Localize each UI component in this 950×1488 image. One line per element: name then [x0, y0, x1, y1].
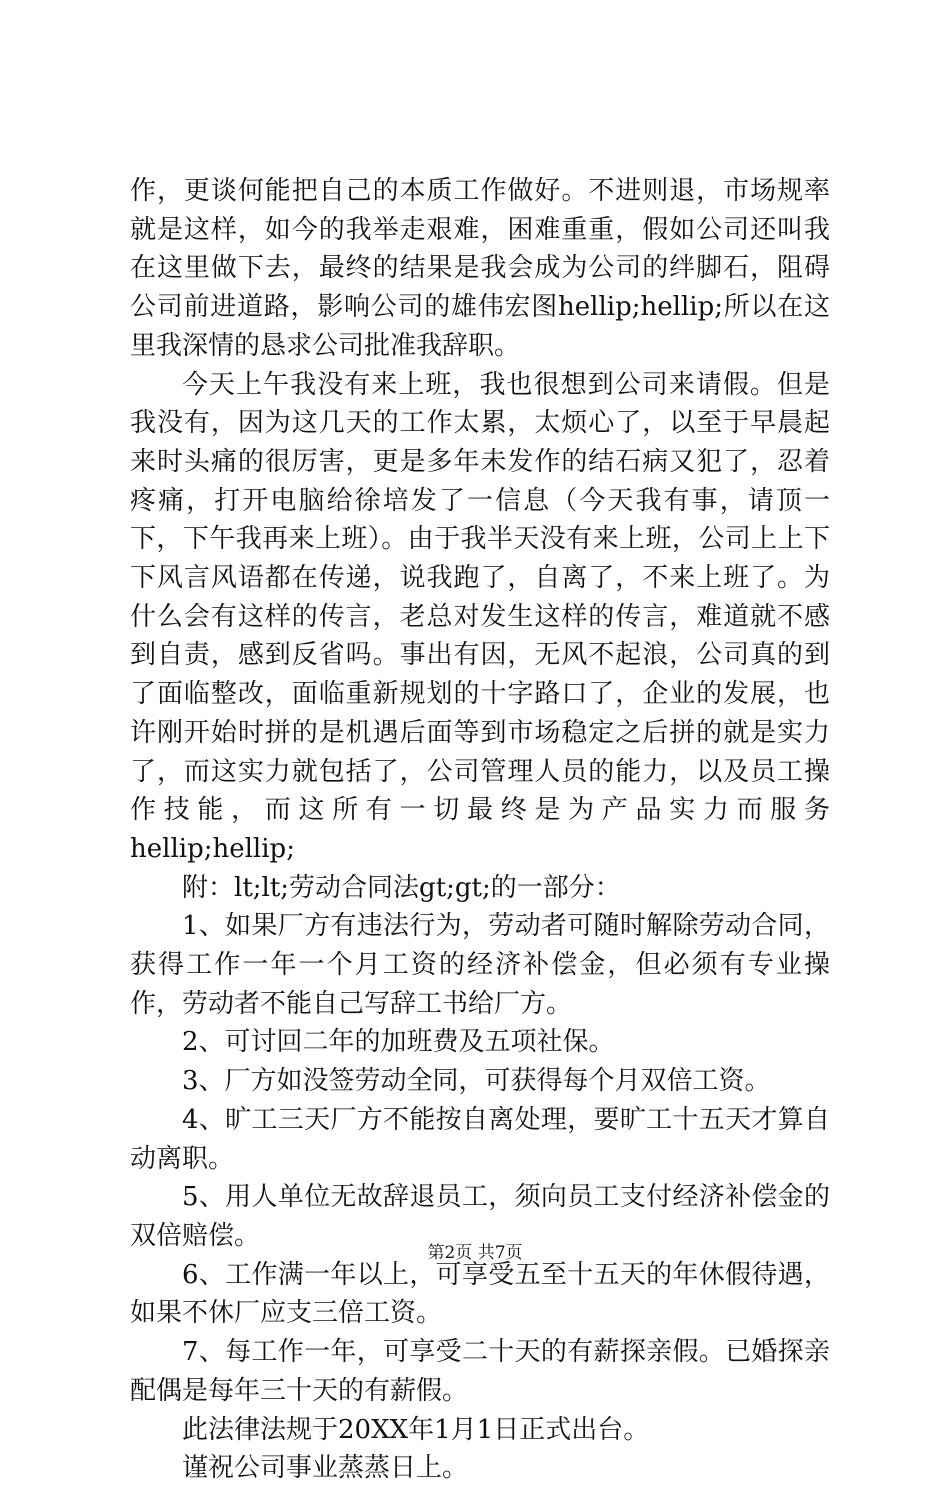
law-effective-date: 此法律法规于20XX年1月1日正式出台。 [182, 1414, 650, 1445]
list-item-2: 2、可讨回二年的加班费及五项社保。 [182, 1027, 615, 1058]
list-item-3: 3、厂方如没签劳动全同，可获得每个月双倍工资。 [182, 1066, 771, 1097]
page-number-footer: 第2页 共7页 [427, 1243, 523, 1263]
list-item-6: 6、工作满一年以上，可享受五至十五天的年休假待遇，如果不休厂应支三倍工资。 [130, 1259, 830, 1329]
paragraph-absence-explanation: 今天上午我没有来上班，我也很想到公司来请假。但是我没有，因为这几天的工作太累，太烦心了，以至于早晨起来时头痛的很厉害，更是多年未发作的结石病又犯了，忍着疼痛，打开电脑给徐培发了一信息（今天我有事，请顶一下，下午我再来上班）。由于我半天没有来上班，公司上上下下风言风语都在传递，说我跑了，自离了，不来上班了。为什么会有这样的传言，老总对发生这样的传言，难道就不感到自责，感到反省吗。事出有因，无风不起浪，公司真的到了面临整改，面临重新规划的十字路口了，企业的发展，也许刚开始时拼的是机遇后面等到市场稳定之后拼的就是实力了，而这实力就包括了，公司管理人员的能力，以及员工操作技能，而这所有一切最终是为产品实力而服务hellip;hellip; [130, 369, 830, 864]
list-item-5: 5、用人单位无故辞退员工，须向员工支付经济补偿金的双倍赔偿。 [130, 1182, 830, 1251]
paragraph-continuation: 作，更谈何能把自己的本质工作做好。不进则退，市场规率就是这样，如今的我举走艰难，困难重重，假如公司还叫我在这里做下去，最终的结果是我会成为公司的绊脚石，阻碍公司前进道路，影响公司的雄伟宏图hellip;hellip;所以在这里我深情的恳求公司批准我辞职。 [130, 176, 830, 361]
document-body [130, 172, 830, 1488]
closing-wish: 谨祝公司事业蒸蒸日上。 [182, 1453, 469, 1484]
list-item-1: 1、如果厂方有违法行为，劳动者可随时解除劳动合同，获得工作一年一个月工资的经济补偿金，但必须有专业操作，劳动者不能自己写辞工书给厂方。 [130, 911, 830, 1019]
list-item-4: 4、旷工三天厂方不能按自离处理，要旷工十五天才算自动离职。 [130, 1104, 830, 1174]
list-item-7: 7、每工作一年，可享受二十天的有薪探亲假。已婚探亲配偶是每年三十天的有薪假。 [130, 1337, 830, 1406]
appendix-heading: 附：lt;lt;劳动合同法gt;gt;的一部分： [182, 872, 621, 903]
